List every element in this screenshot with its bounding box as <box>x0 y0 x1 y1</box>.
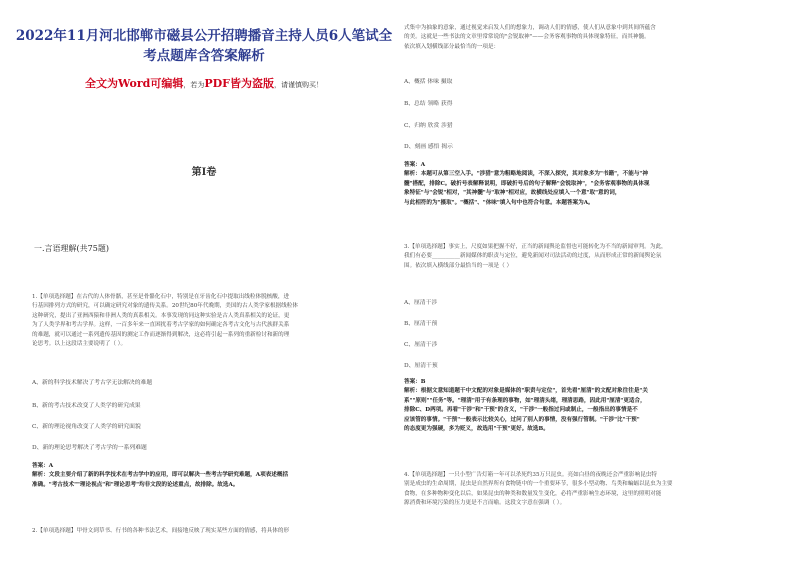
analysis-line: 解析：根据文意知道题干中文配的对象是媒体的"职责与定位"，首先看"厘清"的文配对象往往是"关 <box>404 388 648 395</box>
analysis-line: 的态度更为强硬，多为贬义，故选用"干预"更好。故选B。 <box>404 426 549 433</box>
question-3-answer <box>404 378 786 434</box>
analysis-line: 解析：本题可从第三空入手。"涉猎"意为粗略地阅读，不深入探究，其对象多为"书籍"，不能与"神 <box>404 171 648 178</box>
analysis-line: 应该管的事情。"干预"一般表示比较关心，过问了别人的事情，没有强行管制。"干涉"比"干预" <box>404 416 640 423</box>
question-line: 的难题，就可以通过一系列遗传基因的测定工作而逐渐得到解决，这必将引起一系列的重新检讨和新的理 <box>32 331 290 338</box>
question-line: 食物，在多种物种变化以后，如果昆虫的种类和数量发生变化，必将严重影响生态环境，这里的照明对能 <box>404 490 662 497</box>
option-a[interactable]: A、厘清干涉 <box>404 300 438 306</box>
question-line: 1.【单项选择题】在古代的人体骨骼，甚至是骨骼化石中，特别是在牙齿化石中提取出线粒体脱核酸，进 <box>32 294 290 300</box>
analysis-line: 髓"搭配，排除C。破折号表解释说明，即破折号后的句子解释"会锐取神"，"会务客观事物的具体现 <box>404 180 650 187</box>
answer-label: 答案：A <box>32 463 54 469</box>
analysis-line: 象特征"与"会锐"相对，"其神髓"与"取神"相对应，故横线处应填入一个意"取"意的词， <box>404 190 621 197</box>
question-line: 别是成虫的生命周期，昆虫是自然界所有食物链中的一个重要环节，很多小型动物、鸟类和蝙蝠以昆虫为主要 <box>404 481 673 488</box>
volume-title: 第I卷 <box>191 167 217 178</box>
question-2-stem-start: 2.【单项选择题】甲骨文到草书、行书的各种书法艺术，间接地反映了现实某些方面的情感，将具体的形 <box>32 528 290 534</box>
question-4-stem <box>404 471 786 509</box>
question-line: 源消费和环境污染的压力更是不言而喻。这段文字意在强调（ ）。 <box>404 500 566 507</box>
question-line: 4.【单项选择题】一只小型广告灯箱一年可以杀死约35万只昆虫。亮如白昼的夜晚还会严重影响昆虫特 <box>404 472 657 478</box>
option-c[interactable]: C、厘清干涉 <box>404 342 438 348</box>
option-a[interactable]: A、新的科学技术解决了考古学无法解决的难题 <box>32 380 153 386</box>
option-d[interactable]: D、新的理论思考解决了考古学的一系列难题 <box>32 445 147 451</box>
analysis-line: 排除C、D两项。再看"干涉"和"干预"的含义，"干涉"一般指过问或制止，一般指出的事情是不 <box>404 407 638 414</box>
question-line: 为了人类学界和考古学界。这样，一百多年来一直困扰着考古学家的如何确定各考古文化与古代族群关系 <box>32 322 290 329</box>
analysis-line: 解析：文段主要介绍了新的科学技术在考古学中的应用，即可以解决一些考古学研究难题，A项表述概括 <box>32 472 289 479</box>
question-line: 我们有必要__________新闻媒体的职责与定位，避免新闻对司法活动的过度，从而形成正常的新闻舆论氛 <box>404 253 662 260</box>
notice-separator: ，若为 <box>183 81 205 89</box>
title-line-1: 2022年11月河北邯郸市磁县公开招聘播音主持人员6人笔试全 <box>15 28 393 44</box>
option-c[interactable]: C、归纳 欣赏 涉猎 <box>404 123 453 129</box>
question-1-stem <box>32 293 392 349</box>
question-line: 的美。这就是一些书法的文章里常常说的"会锐取神"——会务客观事物的具体现象特征，而其神髓。 <box>404 34 650 41</box>
document-title <box>14 26 394 66</box>
question-line: 这种研究，提出了亚洲西猿和非洲人类的真系相关。本事发现的同这种实验是古人类真系相关的论证，更 <box>32 312 290 319</box>
option-b[interactable]: B、新的考古技术改变了人类学的研究成果 <box>32 403 141 409</box>
question-1-answer <box>32 462 392 490</box>
option-c[interactable]: C、新的理论视角改变了人类学的研究面貌 <box>32 424 141 430</box>
option-b[interactable]: B、总结 领略 获得 <box>404 101 453 107</box>
answer-label: 答案：B <box>404 379 426 385</box>
option-d[interactable]: D、刻画 感悟 揭示 <box>404 144 453 150</box>
analysis-line: 系""原则""任务"等。"理清"用于有条理的事物，如"理清头绪，理清思路，因此用"厘清"更适合， <box>404 397 646 404</box>
question-line: 式集中为抽象的意象，通过视觉来启发人们的想象力，调动人们的情感，使人们从意象中到其间所蕴含 <box>404 25 656 31</box>
section-title: 一.言语理解(共75题) <box>34 244 109 253</box>
question-line: 围。依次填入横线部分最恰当的一项是（ ） <box>404 262 513 269</box>
question-2-answer <box>404 161 786 208</box>
pdf-warning-text: PDF皆为盗版 <box>204 77 274 90</box>
question-line: 行基因排列方式的研究，可以确定研究对象的遗传关系。20世纪80年代晚期，美国的古人类学家根据线粒体 <box>32 303 298 310</box>
option-d[interactable]: D、厘清干预 <box>404 363 438 369</box>
question-line: 3.【单项选择题】事实上，尺度如果把握不好，正当的新闻舆论监督也可能转化为不当的新闻审判。为此， <box>404 244 667 250</box>
question-line: 依次填入划横线部分最恰当的一项是： <box>404 43 500 50</box>
word-editable-text: 全文为Word可编辑 <box>85 77 184 90</box>
analysis-line: 与此相符的为"摄取"。"概括"、"体味"填入句中也符合句意。本题答案为A。 <box>404 199 594 206</box>
notice-end: ，请谨慎购买！ <box>273 81 323 89</box>
question-3-stem <box>404 243 786 271</box>
answer-label: 答案：A <box>404 162 426 168</box>
option-b[interactable]: B、厘清干预 <box>404 321 438 327</box>
editable-notice <box>14 76 394 93</box>
title-line-2: 考点题库含答案解析 <box>143 48 265 64</box>
question-line: 论思考。以上这段话主要说明了（ ）。 <box>32 341 127 348</box>
option-a[interactable]: A、概括 体味 摄取 <box>404 79 453 85</box>
question-2-stem <box>404 24 786 52</box>
analysis-line: 准确。"考古技术""理论视点"和"理论思考"均非文段的论述重点，故排除。故选A。 <box>32 481 239 488</box>
